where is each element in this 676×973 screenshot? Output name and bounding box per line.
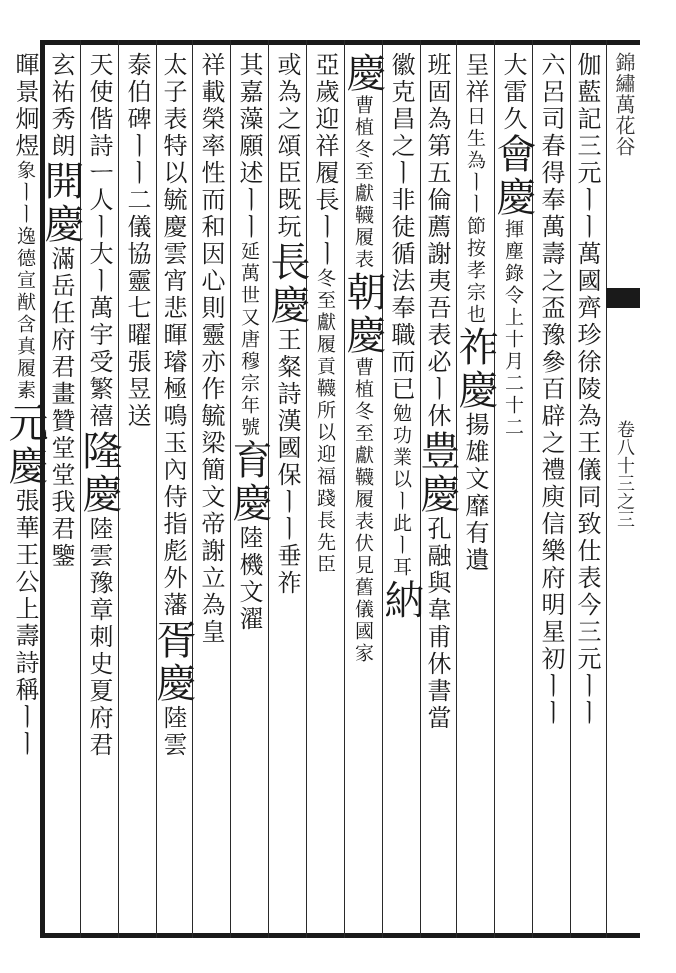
headword: 開慶 (38, 160, 84, 246)
text-column (2, 52, 48, 928)
column-text: 其嘉藻願述ㅣㅣ (235, 52, 263, 241)
text-column (536, 52, 570, 928)
headword: 會慶 (490, 133, 536, 219)
fish-tail-mark (606, 288, 640, 308)
headword: 育慶 (226, 439, 272, 525)
column-text: 天使偕詩ㅡ人ㅣ大ㅣ萬宇受繁禧 (85, 52, 113, 430)
text-column (122, 52, 156, 928)
column-note: 象ㅣㅣ逸德宣猷含真履素 (14, 160, 36, 402)
text-column (378, 52, 424, 928)
column-text: 亞歲迎祥履長ㅣㅣ (311, 52, 339, 268)
column-note: 曹植冬至獻韈履表 (352, 95, 374, 271)
column-text: 陸雲 (159, 705, 187, 759)
text-column (38, 52, 84, 928)
margin-book-title: 錦繡萬花谷 (612, 52, 636, 157)
text-column (490, 52, 536, 928)
headword: 慶 (340, 52, 386, 95)
column-text: 徽克昌之ㅣ非徒循法奉職而已 (387, 52, 415, 403)
column-text: 呈祥 (461, 52, 489, 106)
column-note: 冬至獻履貢韈所以迎福踐長先臣 (314, 268, 336, 576)
text-column (414, 52, 460, 928)
headword: 元慶 (2, 402, 48, 488)
column-text: 張華王公上壽詩稱ㅣㅣ (11, 488, 39, 758)
column-text: 或為之頌臣既玩 (273, 52, 301, 241)
column-text: 大雷久 (499, 52, 527, 133)
column-text: 滿岳任府君畫贊堂堂我君鑒 (47, 246, 75, 570)
text-column (76, 52, 122, 928)
headword: 胥慶 (150, 619, 196, 705)
text-column (310, 52, 344, 928)
text-column (264, 52, 310, 928)
column-note: 曹植冬至獻韈履表伏見舊儀國家 (352, 357, 374, 665)
column-text: 六呂司春得奉萬壽之盃豫參百辟之禮庾信樂府明星初ㅣㅣ (537, 52, 565, 727)
column-text: 暉景炯煜 (11, 52, 39, 160)
headword: 長慶 (264, 241, 310, 327)
column-note: 勉功業以ㅣ此ㅣ耳 (390, 403, 412, 579)
text-column (196, 52, 230, 928)
column-text: 泰伯碑ㅣㅣ二儀協靈七曜 (123, 52, 151, 349)
column-note: 日生為ㅣㅣ節按孝宗也 (464, 106, 486, 326)
text-column (226, 52, 272, 928)
text-column (574, 52, 606, 928)
column-text: 陸雲豫章刺史夏府君 (85, 516, 113, 759)
column-text: 祥載榮率性而和因心則靈亦作毓梁簡文帝謝立為皇 (197, 52, 225, 646)
headword: 隆慶 (76, 430, 122, 516)
text-column (340, 52, 386, 928)
column-text: 伽藍記三元ㅣㅣ萬國齊珍徐陵為王儀同致仕表今三元ㅣㅣ (573, 52, 601, 727)
text-column (150, 52, 196, 928)
column-note: 延萬世又唐穆宗年號 (238, 241, 260, 439)
column-text: 揚雄文靡有遺 (461, 412, 489, 574)
column-text: 王粲詩漢國保ㅣㅣ垂祚 (273, 327, 301, 597)
column-text: 陸機文濯 (235, 525, 263, 633)
column-text: 太子表特以毓慶雲宵悲暉璿極鳴玉內侍指彪外藩 (159, 52, 187, 619)
column-text: 張昱送 (123, 349, 151, 430)
headword: 朝慶 (340, 271, 386, 357)
margin-volume-label: 卷八十三之三 (614, 420, 635, 528)
headword: 祚慶 (452, 326, 498, 412)
column-text: 班固為第五倫薦謝夷吾表必ㅣ休 (423, 52, 451, 430)
column-text: 孔融與韋甫休書當 (423, 516, 451, 732)
headword: 納 (378, 579, 424, 622)
headword: 豊慶 (414, 430, 460, 516)
column-text: 玄祐秀朗 (47, 52, 75, 160)
column-note: 揮塵錄令上十月二十二 (502, 219, 524, 439)
text-column (452, 52, 498, 928)
